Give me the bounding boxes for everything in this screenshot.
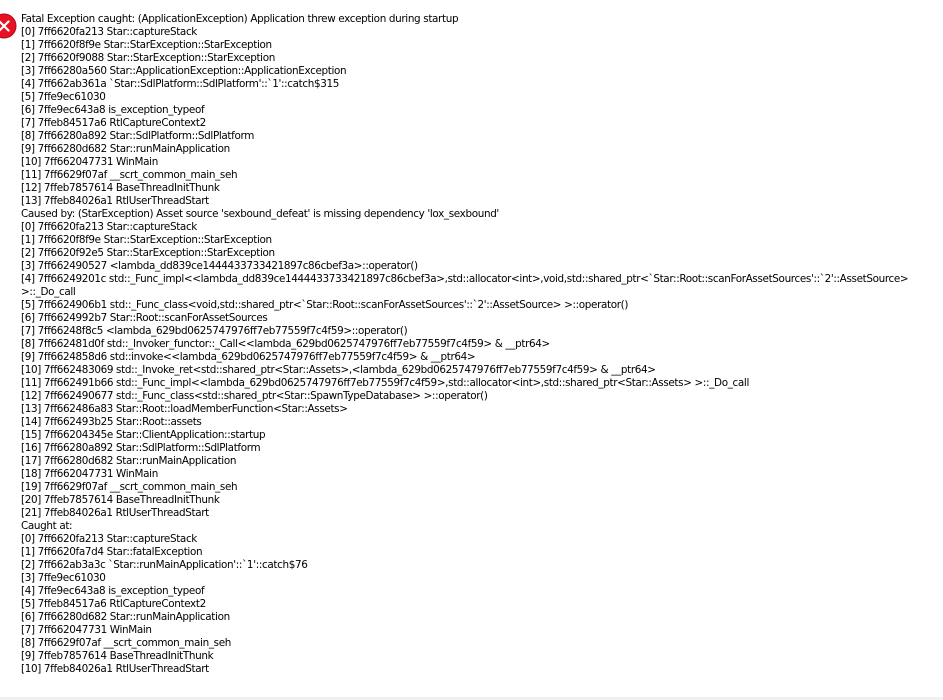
stack-trace-line: [12] 7ffeb7857614 BaseThreadInitThunk <box>21 182 220 194</box>
stack-trace-line: [7] 7ff66248f8c5 <lambda_629bd0625747976ff7eb77559f7c4f59>::operator() <box>21 325 408 337</box>
stack-trace-line: [12] 7ff662490677 std::_Func_class<std::shared_ptr<Star::SpawnTypeDatabase> >::operator() <box>21 390 488 402</box>
stack-trace-line: [9] 7ff6624858d6 std::invoke<<lambda_629bd0625747976ff7eb77559f7c4f59> & __ptr64> <box>21 351 476 363</box>
stack-trace-line: [11] 7ff662491b66 std::_Func_impl<<lambda_629bd0625747976ff7eb77559f7c4f59>,std::allocator<int>,std::shared_ptr<Star::Assets> >::_Do_call <box>21 377 749 389</box>
stack-trace-line: [3] 7ff66280a560 Star::ApplicationException::ApplicationException <box>21 65 347 77</box>
stack-trace-line: [1] 7ff6620fa7d4 Star::fatalException <box>21 546 203 558</box>
stack-trace-line: [5] 7ffe9ec61030 <box>21 91 106 103</box>
stack-trace-line: [16] 7ff66280a892 Star::SdlPlatform::SdlPlatform <box>21 442 261 454</box>
stack-trace-line: [8] 7ff66280a892 Star::SdlPlatform::SdlPlatform <box>21 130 254 142</box>
stack-trace-line: [0] 7ff6620fa213 Star::captureStack <box>21 26 197 38</box>
stack-trace-line: [0] 7ff6620fa213 Star::captureStack <box>21 221 197 233</box>
stack-trace-line: [6] 7ff66280d682 Star::runMainApplication <box>21 611 230 623</box>
stack-trace-line: [18] 7ff662047731 WinMain <box>21 468 158 480</box>
stack-trace-line: [0] 7ff6620fa213 Star::captureStack <box>21 533 197 545</box>
error-icon <box>0 13 17 39</box>
stack-trace-line: [13] 7ffeb84026a1 RtlUserThreadStart <box>21 195 209 207</box>
stack-trace-line: [5] 7ffeb84517a6 RtlCaptureContext2 <box>21 598 206 610</box>
stack-trace-line: >::_Do_call <box>21 286 76 298</box>
stack-trace-line: [15] 7ff66204345e Star::ClientApplication::startup <box>21 429 266 441</box>
stack-trace-line: [8] 7ff662481d0f std::_Invoker_functor::_Call<<lambda_629bd0625747976ff7eb77559f7c4f59> & __ptr64> <box>21 338 550 350</box>
stack-trace-line: [14] 7ff662493b25 Star::Root::assets <box>21 416 202 428</box>
stack-trace-line: [4] 7ff662ab361a `Star::SdlPlatform::SdlPlatform'::`1'::catch$315 <box>21 78 340 90</box>
stack-trace-line: [7] 7ff662047731 WinMain <box>21 624 152 636</box>
stack-trace-line: [17] 7ff66280d682 Star::runMainApplication <box>21 455 237 467</box>
stack-trace-line: [19] 7ff6629f07af __scrt_common_main_seh <box>21 481 238 493</box>
exception-title-line: Fatal Exception caught: (ApplicationException) Application threw exception during startup <box>21 13 459 25</box>
stack-trace-line: [20] 7ffeb7857614 BaseThreadInitThunk <box>21 494 220 506</box>
stack-trace-line: [10] 7ff662047731 WinMain <box>21 156 158 168</box>
stack-trace-line: [3] 7ff662490527 <lambda_dd839ce1444433733421897c86cbef3a>::operator() <box>21 260 418 272</box>
stack-trace-line: [13] 7ff662486a83 Star::Root::loadMemberFunction<Star::Assets> <box>21 403 348 415</box>
exception-message <box>21 13 939 676</box>
stack-trace-line: [3] 7ffe9ec61030 <box>21 572 106 584</box>
stack-trace-line: [9] 7ffeb7857614 BaseThreadInitThunk <box>21 650 214 662</box>
stack-trace-line: Caught at: <box>21 520 73 532</box>
stack-trace-line: [4] 7ffe9ec643a8 is_exception_typeof <box>21 585 205 597</box>
stack-trace-line: [7] 7ffeb84517a6 RtlCaptureContext2 <box>21 117 206 129</box>
stack-trace-line: [6] 7ffe9ec643a8 is_exception_typeof <box>21 104 205 116</box>
stack-trace-line: [4] 7ff66249201c std::_Func_impl<<lambda_dd839ce1444433733421897c86cbef3a>,std::allocator<int>,void,std::shared_ptr<`Star::Root::scanForAssetSources'::`2'::AssetSource> <box>21 273 909 285</box>
stack-trace-line: [9] 7ff66280d682 Star::runMainApplication <box>21 143 230 155</box>
stack-trace-line: [11] 7ff6629f07af __scrt_common_main_seh <box>21 169 238 181</box>
stack-trace-line: [6] 7ff6624992b7 Star::Root::scanForAssetSources <box>21 312 268 324</box>
stack-trace-line: [1] 7ff6620f8f9e Star::StarException::StarException <box>21 39 272 51</box>
stack-trace-line: [5] 7ff6624906b1 std::_Func_class<void,std::shared_ptr<`Star::Root::scanForAssetSources'::`2'::AssetSource> >::operator() <box>21 299 629 311</box>
stack-trace-line: [1] 7ff6620f8f9e Star::StarException::StarException <box>21 234 272 246</box>
stack-trace-line: Caused by: (StarException) Asset source 'sexbound_defeat' is missing dependency 'lox_sexbound' <box>21 208 499 220</box>
stack-trace-line: [2] 7ff662ab3a3c `Star::runMainApplication'::`1'::catch$76 <box>21 559 308 571</box>
stack-trace-line: [2] 7ff6620f9088 Star::StarException::StarException <box>21 52 275 64</box>
stack-trace-line: [10] 7ff662483069 std::_Invoke_ret<std::shared_ptr<Star::Assets>,<lambda_629bd0625747976ff7eb77559f7c4f59> & __ptr64> <box>21 364 656 376</box>
stack-trace-line: [10] 7ffeb84026a1 RtlUserThreadStart <box>21 663 209 675</box>
stack-trace-line: [8] 7ff6629f07af __scrt_common_main_seh <box>21 637 232 649</box>
stack-trace-line: [2] 7ff6620f92e5 Star::StarException::StarException <box>21 247 275 259</box>
stack-trace-line: [21] 7ffeb84026a1 RtlUserThreadStart <box>21 507 209 519</box>
